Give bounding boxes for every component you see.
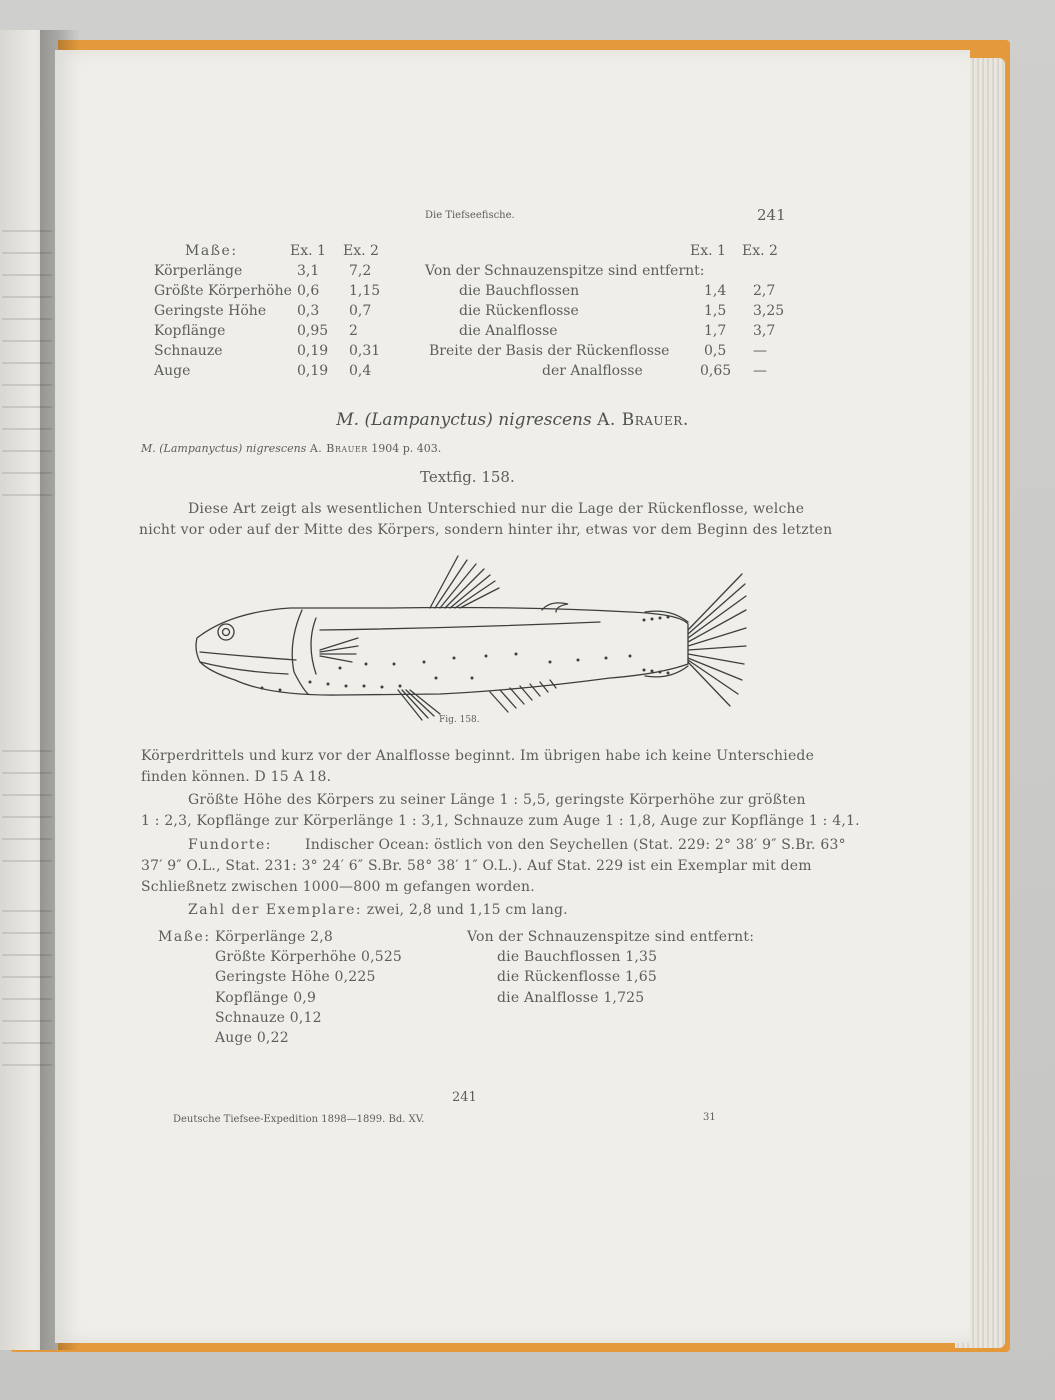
measure-row-name: Kopflänge	[154, 323, 226, 339]
paragraph-line: Größte Höhe des Körpers zu seiner Länge 1 : 5,5, geringste Körperhöhe zur größten	[188, 792, 806, 808]
distance-item: die Bauchflossen 1,35	[497, 949, 658, 965]
measure-row-v2: 0,31	[349, 343, 381, 359]
measure-label: Maße:	[158, 929, 211, 945]
measure-row-name: Körperlänge	[154, 263, 243, 279]
distance-row-v1: 0,65	[700, 363, 732, 379]
distance-row-v2: —	[753, 363, 767, 379]
signature-mark: 31	[703, 1112, 716, 1123]
exemplare-text: zwei, 2,8 und 1,15 cm lang.	[366, 902, 568, 918]
distance-row-name: die Rückenflosse	[459, 303, 579, 319]
measure-row-name: Schnauze	[154, 343, 223, 359]
measure-row-v1: 0,6	[297, 283, 320, 299]
measure-item: Körperlänge 2,8	[215, 929, 333, 945]
measure-row-name: Auge	[154, 363, 191, 379]
distance-row-name: der Analflosse	[542, 363, 643, 379]
running-title: Die Tiefseefische.	[425, 210, 515, 221]
measure-row-v2: 1,15	[349, 283, 381, 299]
distance-row-name: Breite der Basis der Rückenflosse	[429, 343, 670, 359]
fundorte-label: Fundorte:	[188, 837, 272, 853]
measure-item: Kopflänge 0,9	[215, 990, 317, 1006]
measure-row-v1: 0,19	[297, 343, 329, 359]
fundorte-text: Indischer Ocean: östlich von den Seychellen (Stat. 229: 2° 38′ 9″ S.Br. 63°	[305, 837, 846, 853]
distance-intro: Von der Schnauzenspitze sind entfernt:	[467, 929, 755, 945]
paragraph-line: Schließnetz zwischen 1000—800 m gefangen worden.	[141, 879, 535, 895]
textfig-label: Textfig. 158.	[420, 468, 515, 486]
distance-row-name: die Bauchflossen	[459, 283, 580, 299]
col-ex2: Ex. 2	[742, 243, 778, 259]
distance-row-v2: 3,25	[753, 303, 785, 319]
page-number-top: 241	[757, 206, 786, 224]
measure-row-name: Größte Körperhöhe	[154, 283, 292, 299]
paragraph-line: 37′ 9″ O.L., Stat. 231: 3° 24′ 6″ S.Br. 58° 38′ 1″ O.L.). Auf Stat. 229 ist ein Exemplar mit dem	[141, 858, 812, 874]
citation-author: A. Brauer	[309, 442, 368, 455]
heading-genus: M.	[336, 410, 360, 430]
measure-item: Auge 0,22	[215, 1030, 289, 1046]
distance-intro: Von der Schnauzenspitze sind entfernt:	[425, 263, 705, 279]
distance-row-v1: 0,5	[704, 343, 727, 359]
citation-species: (Lampanyctus) nigrescens	[159, 442, 307, 455]
measure-row-v2: 7,2	[349, 263, 372, 279]
measure-row-v1: 0,95	[297, 323, 329, 339]
citation-ref: 1904 p. 403.	[371, 442, 442, 455]
measure-row-v2: 0,4	[349, 363, 372, 379]
measure-row-v1: 0,19	[297, 363, 329, 379]
imprint: Deutsche Tiefsee-Expedition 1898—1899. Bd. XV.	[173, 1114, 425, 1125]
species-citation	[141, 442, 441, 455]
paragraph-line: 1 : 2,3, Kopflänge zur Körperlänge 1 : 3,1, Schnauze zum Auge 1 : 1,8, Auge zur Kopflänge 1 : 4,1.	[141, 813, 860, 829]
distance-row-name: die Analflosse	[459, 323, 558, 339]
distance-item: die Analflosse 1,725	[497, 990, 645, 1006]
heading-subgenus: (Lampanyctus)	[364, 410, 493, 430]
distance-row-v2: —	[753, 343, 767, 359]
measure-row-v2: 0,7	[349, 303, 372, 319]
species-heading	[55, 410, 970, 430]
distance-row-v2: 2,7	[753, 283, 776, 299]
citation-genus: M.	[141, 442, 156, 455]
measure-row-v1: 3,1	[297, 263, 320, 279]
fish-illustration	[190, 550, 750, 725]
measure-item: Geringste Höhe 0,225	[215, 969, 376, 985]
measure-item: Schnauze 0,12	[215, 1010, 322, 1026]
distance-item: die Rückenflosse 1,65	[497, 969, 657, 985]
distance-row-v2: 3,7	[753, 323, 776, 339]
distance-row-v1: 1,5	[704, 303, 727, 319]
paragraph-line	[188, 902, 568, 918]
paragraph-line: Körperdrittels und kurz vor der Analflosse beginnt. Im übrigen habe ich keine Unterschiede	[141, 748, 815, 764]
paragraph-line: finden können. D 15 A 18.	[141, 769, 332, 785]
measure-row-name: Geringste Höhe	[154, 303, 267, 319]
book-page	[55, 50, 970, 1343]
paragraph-line: Diese Art zeigt als wesentlichen Unterschied nur die Lage der Rückenflosse, welche	[188, 501, 805, 517]
col-ex1: Ex. 1	[690, 243, 726, 259]
measure-row-v1: 0,3	[297, 303, 320, 319]
exemplare-label: Zahl der Exemplare:	[188, 902, 363, 918]
measure-row-v2: 2	[349, 323, 358, 339]
paragraph-line	[188, 837, 846, 853]
figure-caption: Fig. 158.	[439, 715, 480, 725]
heading-epithet: nigrescens	[498, 410, 592, 430]
measure-label: Maße:	[185, 243, 238, 259]
col-ex2: Ex. 2	[343, 243, 379, 259]
heading-author: A. Brauer.	[597, 410, 689, 430]
page-number-bottom: 241	[452, 1090, 477, 1105]
measure-item: Größte Körperhöhe 0,525	[215, 949, 403, 965]
paragraph-line: nicht vor oder auf der Mitte des Körpers, sondern hinter ihr, etwas vor dem Beginn des letzten	[139, 522, 833, 538]
distance-row-v1: 1,7	[704, 323, 727, 339]
distance-row-v1: 1,4	[704, 283, 727, 299]
col-ex1: Ex. 1	[290, 243, 326, 259]
